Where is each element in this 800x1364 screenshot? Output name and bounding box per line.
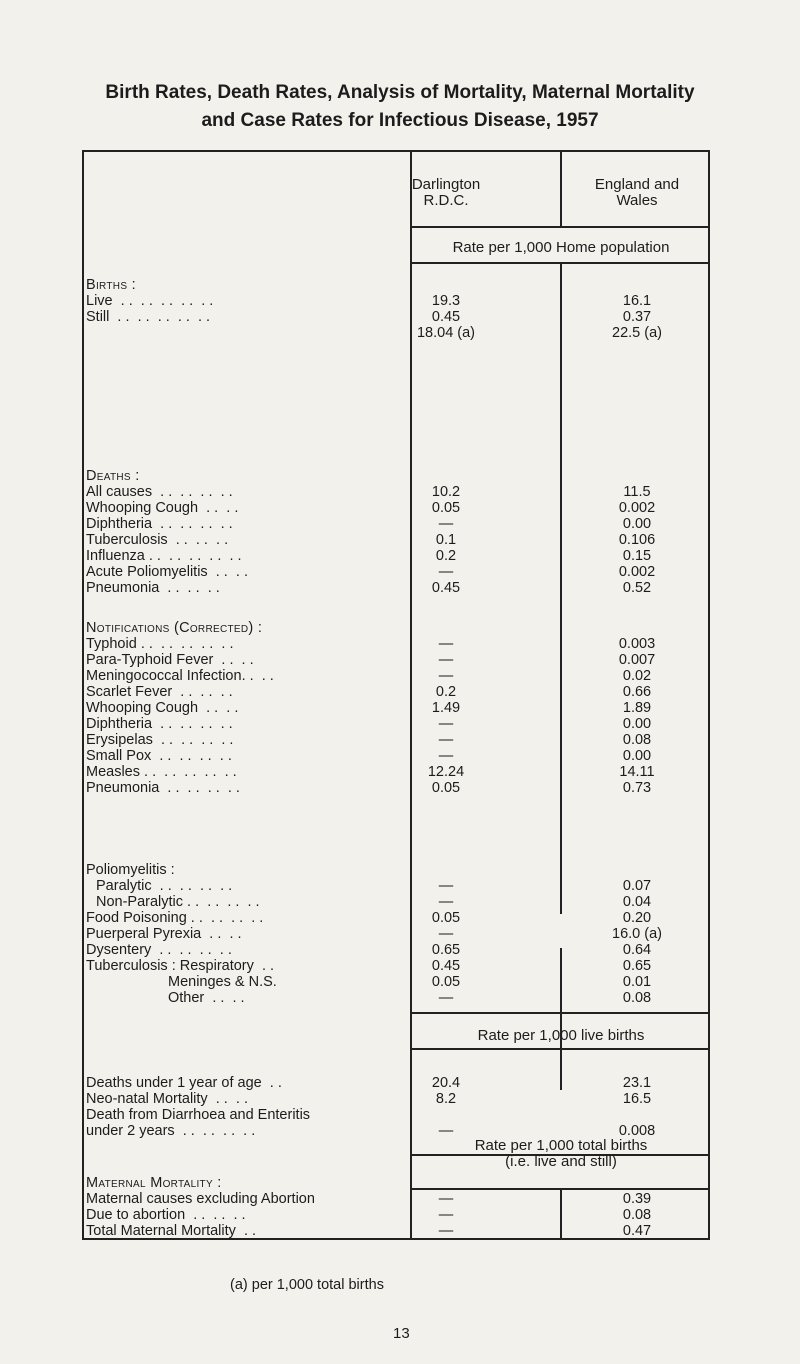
value-england-wales: 0.52 [622,580,652,596]
row-label-text: Acute Poliomyelitis [86,564,208,580]
value-england-wales: 0.64 [622,942,652,958]
value-england-wales: 0.00 [622,516,652,532]
row-leader-dots: . . . . . . . . [174,1123,256,1139]
row-label-text: Due to abortion [86,1207,186,1223]
row-label [86,732,233,748]
row-label-text: Diphtheria [86,516,153,532]
value-darlington: — [438,1191,454,1207]
row-label-text: Meninges & N.S. [168,974,277,990]
footnote: (a) per 1,000 total births [230,1277,384,1293]
value-england-wales: 0.106 [618,532,656,548]
row-label [96,894,260,910]
row-leader-dots: . . . . [198,700,239,716]
value-england-wales: 0.008 [618,1123,656,1139]
row-label-text: Tuberculosis [86,532,168,548]
row-leader-dots: . . . . . . . . [152,636,234,652]
row-leader-dots: . . . . . . . . . . [109,309,211,325]
row-label-text: Other [168,990,205,1006]
row-label [86,684,233,700]
row-label [86,748,232,764]
row-label [86,1207,246,1223]
row-label [86,484,233,500]
row-label [86,636,233,652]
value-darlington: — [438,636,454,652]
row-label-text: Live [86,293,113,309]
value-england-wales: 14.11 [619,764,655,780]
row-leader-dots: . . . . . . [172,684,233,700]
value-england-wales: 0.07 [622,878,652,894]
row-label [86,764,237,780]
row-label-text: Diphtheria [86,716,153,732]
row-label-text: Puerperal Pyrexia [86,926,202,942]
row-leader-dots: . . . . [213,652,254,668]
value-darlington: 0.1 [435,532,457,548]
value-darlington: — [438,748,454,764]
value-darlington: 0.45 [431,580,461,596]
row-label-text: Para-Typhoid Fever [86,652,214,668]
row-label-text: Death from Diarrhoea and Enteritis [86,1107,311,1123]
value-darlington: — [438,732,454,748]
row-leader-dots: . . . . . . . . [160,548,242,564]
table-border-right [708,150,710,1240]
row-label-text: All causes [86,484,153,500]
row-label-text: Tuberculosis : Respiratory [86,958,254,974]
row-label-text: Measles . . [86,764,157,780]
row-label [86,548,242,564]
row-leader-dots: . . . . . . [199,894,260,910]
value-darlington: 0.05 [431,910,461,926]
row-label-text: Non-Paralytic . . [96,894,200,910]
row-leader-dots: . . . . [198,500,239,516]
row-leader-dots: . . . . [201,926,242,942]
rate-header-total-births: Rate per 1,000 total births (i.e. live and still) [474,1137,648,1170]
value-england-wales: 0.47 [622,1223,652,1239]
value-darlington: — [438,1123,454,1139]
value-england-wales: 0.04 [622,894,652,910]
row-leader-dots: . . . . . . . . [152,484,233,500]
row-label [86,926,242,942]
row-label [96,878,232,894]
row-label [86,580,220,596]
value-england-wales: 0.00 [622,748,652,764]
row-label-text: Still [86,309,110,325]
row-label [86,668,274,684]
value-darlington: 0.05 [431,500,461,516]
value-darlington: — [438,564,454,580]
row-leader-dots: . . . . [204,990,245,1006]
row-label-text: Dysentery [86,942,152,958]
value-darlington: — [438,878,454,894]
value-darlington: 0.45 [431,958,461,974]
value-darlington: 0.45 [431,309,461,325]
row-label-text: Scarlet Fever [86,684,173,700]
value-england-wales: 0.003 [618,636,656,652]
row-label [86,1123,255,1139]
row-label-text: Food Poisoning . . [86,910,203,926]
value-england-wales: 0.73 [622,780,652,796]
row-leader-dots: . . [253,958,275,974]
header-rule [410,1048,710,1050]
row-label [86,532,228,548]
value-darlington: 0.05 [431,780,461,796]
value-england-wales: 16.5 [622,1091,652,1107]
value-england-wales: 0.002 [618,500,656,516]
value-england-wales: 22.5 (a) [612,325,662,341]
value-darlington: 0.2 [435,548,457,564]
row-leader-dots: . . [253,668,274,684]
row-label [86,516,233,532]
column-header-england-wales: England and Wales [594,176,680,209]
row-leader-dots: . . . . . . [167,532,229,548]
column-separator [560,1188,562,1240]
section-poliomyelitis: Poliomyelitis : [86,862,175,878]
value-darlington: — [438,716,454,732]
row-label-text: Neo-natal Mortality [86,1091,208,1107]
row-label [86,1223,256,1239]
value-england-wales: 0.08 [622,1207,652,1223]
row-label [86,958,274,974]
row-label-text: Typhoid . . [86,636,153,652]
value-england-wales: 0.08 [622,732,652,748]
value-england-wales: 1.89 [622,700,652,716]
value-darlington: — [438,652,454,668]
rate-header-live-births: Rate per 1,000 live births [477,1027,645,1044]
row-label [86,1191,315,1207]
row-leader-dots: . . . . . . . . [151,748,232,764]
value-darlington: — [438,926,454,942]
row-label-text: Paralytic [96,878,152,894]
row-label-text: Whooping Cough [86,700,199,716]
row-label-text: Deaths under 1 year of age [86,1075,262,1091]
row-leader-dots: . . . . [207,1091,248,1107]
row-leader-dots: . . [235,1223,257,1239]
row-label [86,652,254,668]
row-leader-dots: . . . . . . . . [156,764,237,780]
value-darlington: 0.2 [435,684,457,700]
header-rule [410,1012,710,1014]
header-rule [410,262,710,264]
value-england-wales: 0.15 [622,548,652,564]
value-darlington: — [438,1207,454,1223]
value-darlington: — [438,516,454,532]
value-darlington: 18.04 (a) [416,325,476,341]
table-border-left [82,150,84,1240]
row-label-text: Pneumonia [86,580,160,596]
value-england-wales: 0.20 [622,910,652,926]
row-label [86,1091,248,1107]
row-leader-dots: . . [261,1075,282,1091]
row-label-text: Small Pox [86,748,152,764]
row-leader-dots: . . . . . . . . [152,716,233,732]
value-darlington: 0.65 [431,942,461,958]
value-england-wales: 0.39 [622,1191,652,1207]
row-label-text: Total Maternal Mortality [86,1223,236,1239]
value-england-wales: 0.00 [622,716,652,732]
row-label [86,309,210,325]
row-label [86,1075,282,1091]
value-darlington: — [438,668,454,684]
row-leader-dots: . . . . . . . . [159,780,240,796]
value-darlington: — [438,894,454,910]
value-darlington: 19.3 [431,293,461,309]
row-label [168,990,245,1006]
value-darlington: 10.2 [431,484,461,500]
value-darlington: 20.4 [431,1075,461,1091]
section-maternal-mortality: Maternal Mortality : [86,1175,222,1191]
row-label-text: Influenza . . [86,548,161,564]
row-leader-dots: . . . . . . . . [152,732,234,748]
value-england-wales: 0.65 [622,958,652,974]
row-label [168,974,277,990]
row-label-text: Erysipelas [86,732,153,748]
row-label [86,1107,310,1123]
row-leader-dots: . . . . . . [185,1207,246,1223]
section-deaths: Deaths : [86,468,140,484]
value-england-wales: 11.5 [623,484,651,500]
value-darlington: 0.05 [431,974,461,990]
value-darlington: — [438,990,454,1006]
row-label [86,780,240,796]
section-births: Births : [86,277,136,293]
row-label-text: Meningococcal Infection. . [86,668,254,684]
row-label [86,564,248,580]
page-title-line-2: and Case Rates for Infectious Disease, 1957 [201,110,599,131]
value-darlington: 8.2 [435,1091,457,1107]
table-border-top [82,150,710,152]
row-label [86,716,233,732]
column-separator [560,262,562,914]
row-label [86,700,238,716]
value-england-wales: 0.08 [622,990,652,1006]
row-label-text: Pneumonia [86,780,160,796]
column-separator [560,948,562,1090]
row-leader-dots: . . . . . . . . [151,942,232,958]
column-header-darlington: Darlington R.D.C. [411,176,481,209]
row-leader-dots: . . . . . . . . [152,516,233,532]
value-england-wales: 23.1 [622,1075,652,1091]
page-number: 13 [393,1325,410,1342]
row-label [86,910,263,926]
value-england-wales: 16.1 [622,293,652,309]
data-column-border [410,150,412,1240]
row-label [86,293,213,309]
row-leader-dots: . . . . [207,564,248,580]
value-england-wales: 0.66 [622,684,652,700]
header-rule [410,226,710,228]
row-label-text: under 2 years [86,1123,175,1139]
value-england-wales: 0.37 [622,309,652,325]
page-title-line-1: Birth Rates, Death Rates, Analysis of Mortality, Maternal Mortality [105,82,695,103]
value-england-wales: 0.007 [618,652,656,668]
value-england-wales: 0.002 [618,564,656,580]
rate-header-population: Rate per 1,000 Home population [452,239,670,256]
header-rule [410,1188,710,1190]
value-england-wales: 16.0 (a) [612,926,662,942]
row-label-text: Maternal causes excluding Abortion [86,1191,315,1207]
row-leader-dots: . . . . . . [159,580,220,596]
row-leader-dots: . . . . . . . . . . [112,293,214,309]
value-darlington: 1.49 [431,700,461,716]
row-leader-dots: . . . . . . [202,910,264,926]
value-darlington: 12.24 [427,764,465,780]
section-notifications: Notifications (Corrected) : [86,620,263,636]
column-separator [560,150,562,226]
value-england-wales: 0.01 [622,974,652,990]
row-leader-dots: . . . . . . . . [151,878,233,894]
value-darlington: — [438,1223,454,1239]
row-label-text: Whooping Cough [86,500,199,516]
value-england-wales: 0.02 [622,668,652,684]
row-label [86,500,238,516]
row-label [86,942,232,958]
